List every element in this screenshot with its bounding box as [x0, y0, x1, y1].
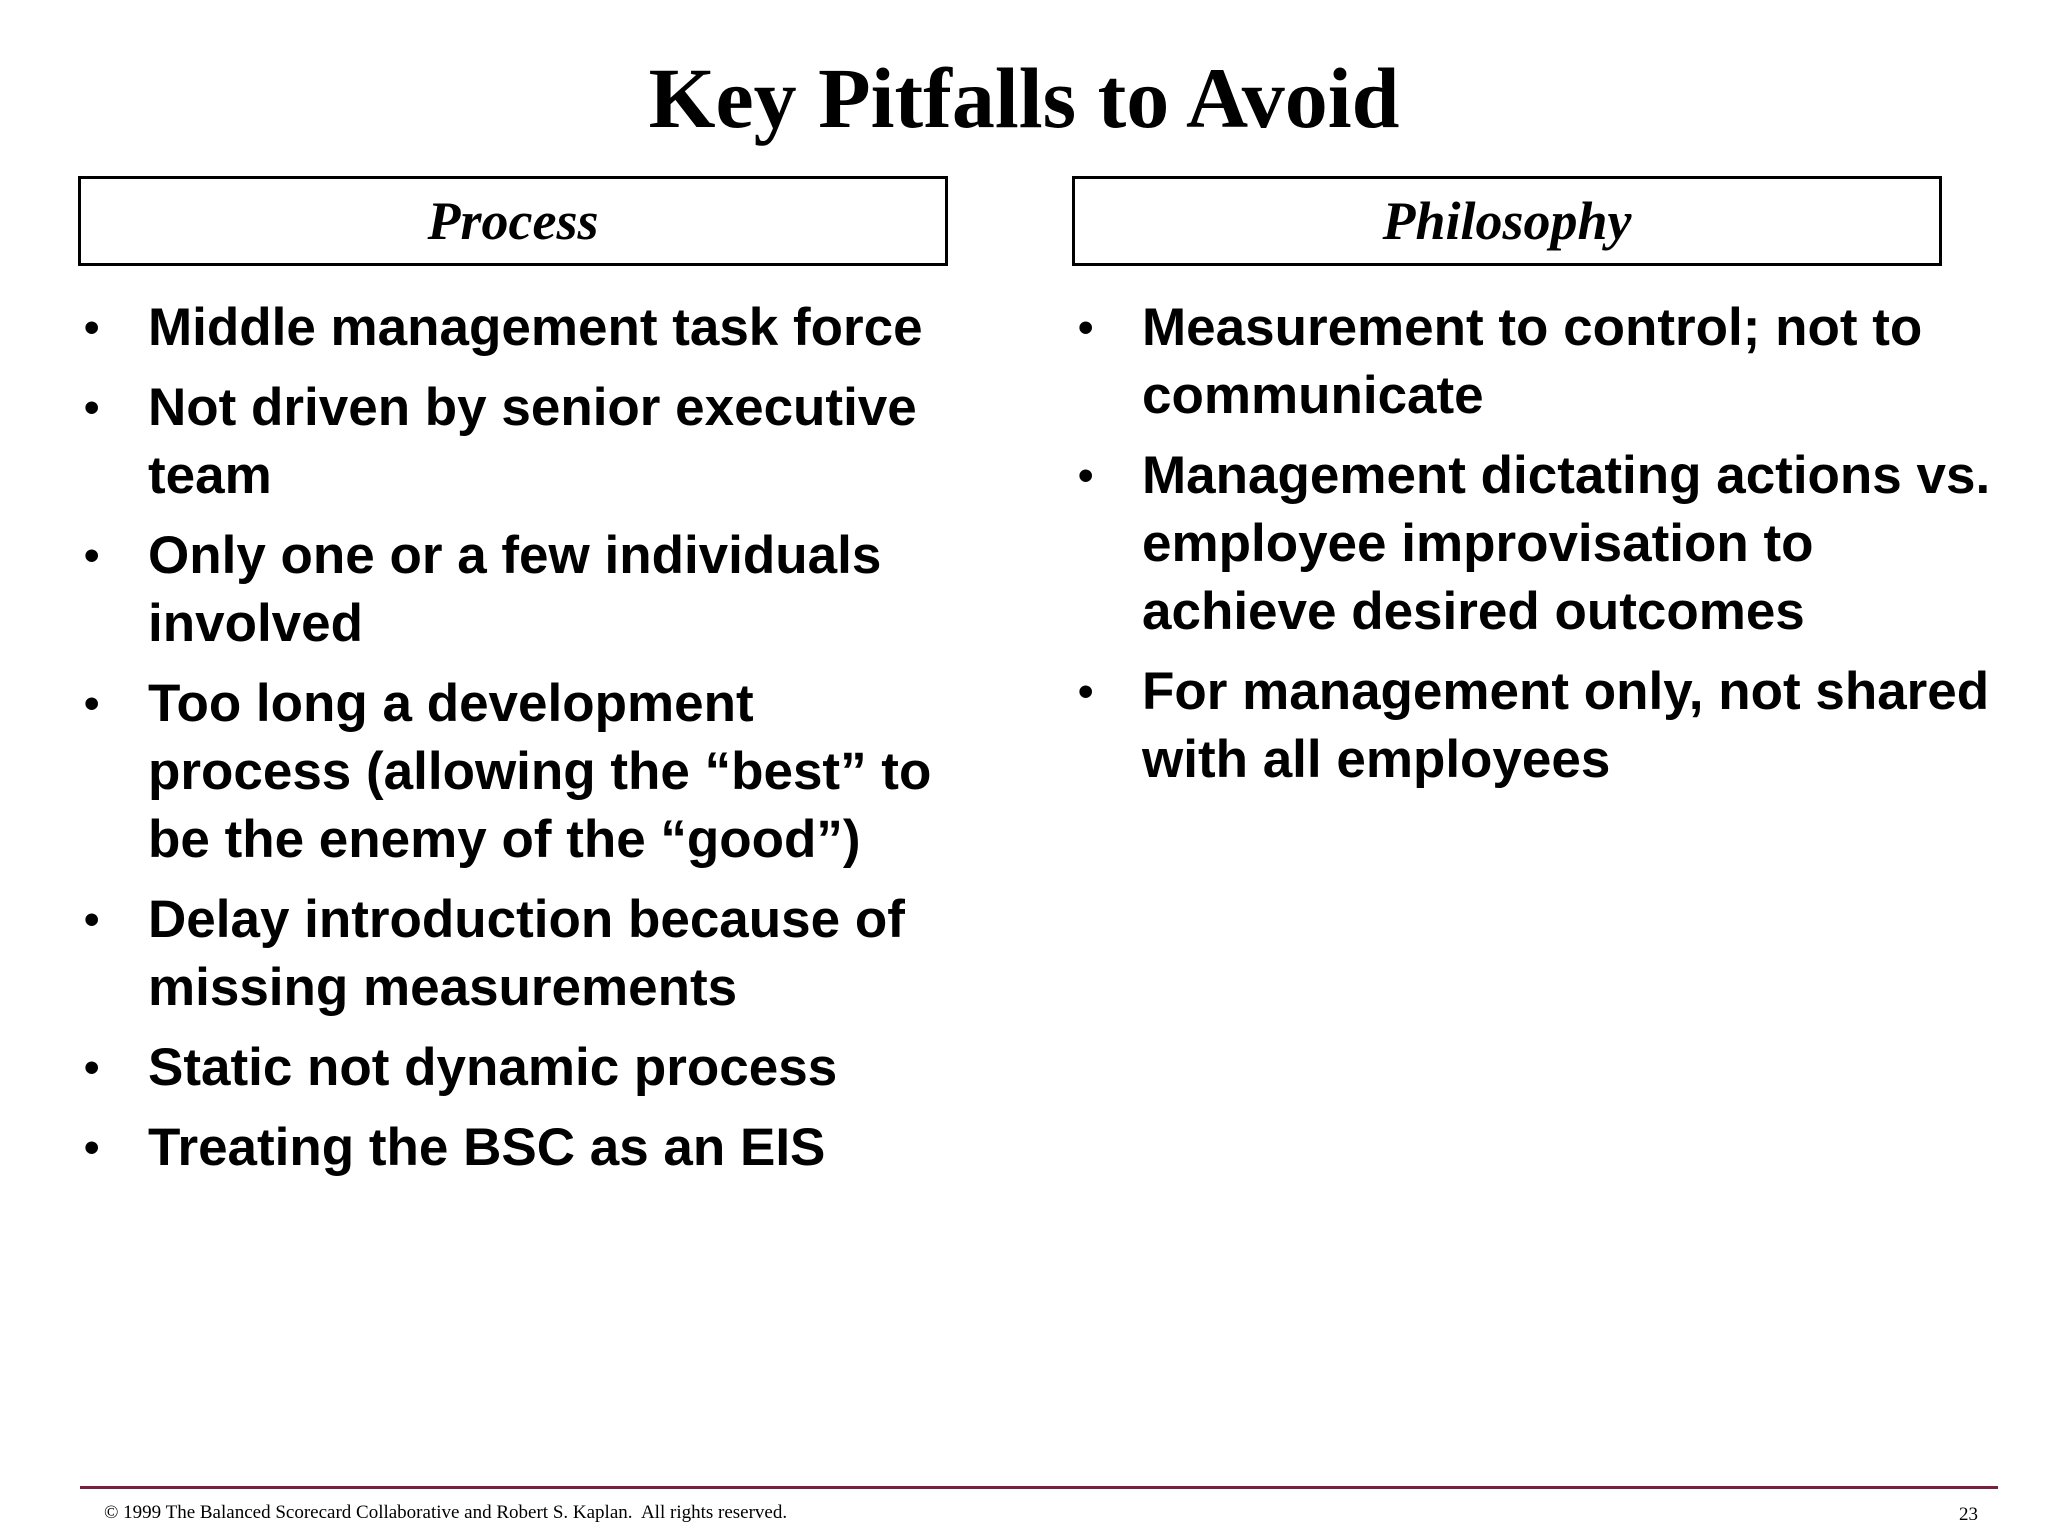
process-bullet-list — [78, 294, 958, 1182]
bullet-icon: • — [84, 1043, 100, 1092]
philosophy-item-text: Management dictating actions vs. employee improvisation to achieve desired outcomes — [1142, 446, 1991, 641]
bullet-icon: • — [84, 531, 100, 580]
bullet-icon: • — [84, 1123, 100, 1172]
bullet-icon: • — [84, 679, 100, 728]
process-item-text: Only one or a few individuals involved — [148, 526, 882, 653]
process-item-5 — [78, 886, 958, 1022]
philosophy-bullet-list — [1072, 294, 2002, 794]
process-item-text: Too long a development process (allowing the “best” to be the enemy of the “good”) — [148, 674, 932, 869]
bullet-icon: • — [84, 303, 100, 352]
bullet-icon: • — [84, 383, 100, 432]
process-item-text: Treating the BSC as an EIS — [148, 1118, 826, 1177]
philosophy-item-text: For management only, not shared with all employees — [1142, 662, 1990, 789]
process-item-3 — [78, 522, 958, 658]
process-item-text: Static not dynamic process — [148, 1038, 838, 1097]
philosophy-item-text: Measurement to control; not to communicate — [1142, 298, 1923, 425]
process-item-6 — [78, 1034, 958, 1102]
process-item-7 — [78, 1114, 958, 1182]
process-item-2 — [78, 374, 958, 510]
bullet-icon: • — [1078, 667, 1094, 716]
process-column — [78, 176, 958, 1194]
philosophy-column — [1072, 176, 2002, 806]
page-number: 23 — [1959, 1504, 1978, 1525]
philosophy-item-1 — [1072, 294, 2002, 430]
process-item-1 — [78, 294, 958, 362]
philosophy-item-2 — [1072, 442, 2002, 646]
bullet-icon: • — [1078, 303, 1094, 352]
process-item-text: Middle management task force — [148, 298, 923, 357]
process-header: Process — [78, 176, 948, 266]
footer-divider — [80, 1486, 1998, 1489]
philosophy-item-3 — [1072, 658, 2002, 794]
footer-copyright: © 1999 The Balanced Scorecard Collaborative and Robert S. Kaplan. All rights reserved. — [104, 1502, 788, 1523]
process-item-text: Delay introduction because of missing measurements — [148, 890, 905, 1017]
bullet-icon: • — [84, 895, 100, 944]
bullet-icon: • — [1078, 451, 1094, 500]
slide-title: Key Pitfalls to Avoid — [648, 50, 1400, 146]
process-item-text: Not driven by senior executive team — [148, 378, 917, 505]
philosophy-header: Philosophy — [1072, 176, 1942, 266]
process-item-4 — [78, 670, 958, 874]
